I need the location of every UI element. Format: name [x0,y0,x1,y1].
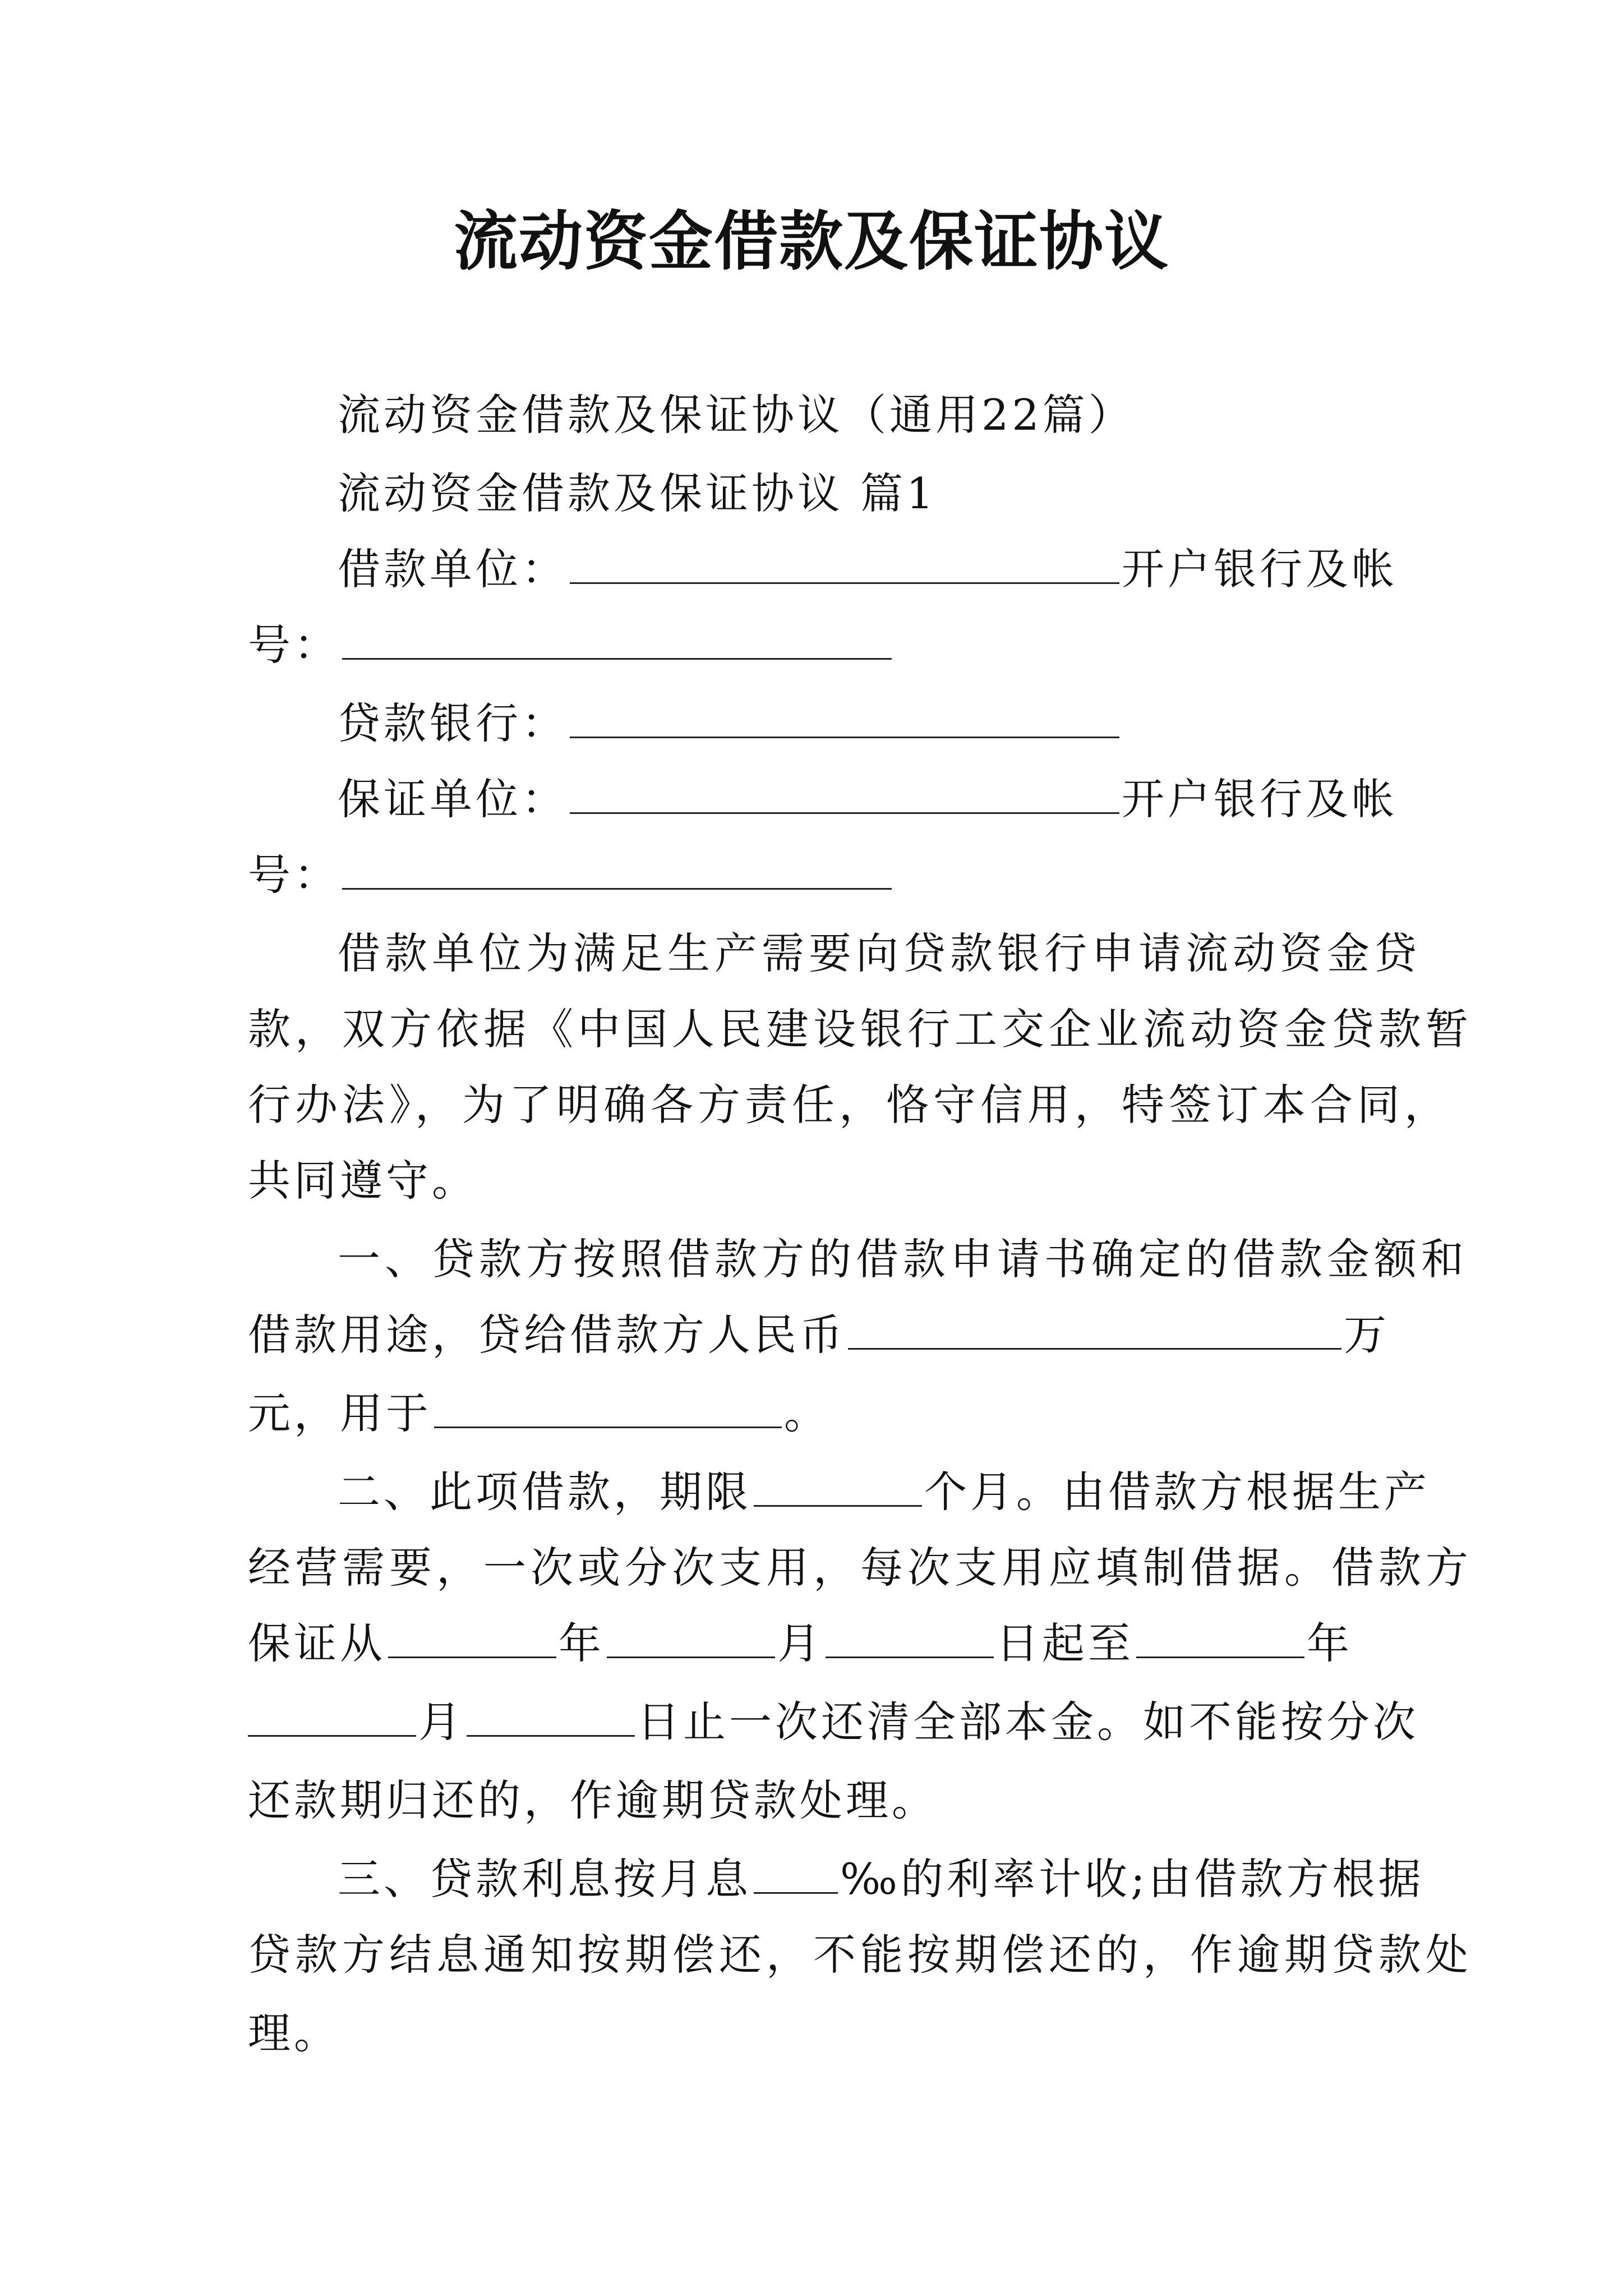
para2-line2-unit: 万 [1344,1310,1390,1360]
para4-line1-rest: ‰的利率计收;由借款方根据 [840,1854,1424,1904]
start-month-blank [607,1617,775,1658]
account-line [248,617,894,673]
para3-line4-rest: 日止一次还清全部本金。如不能按分次 [637,1697,1419,1747]
lender-blank [570,697,1119,738]
para2-line2 [248,1307,1390,1363]
account-label-tail: 开户银行及帐 [1122,544,1398,594]
term-blank [754,1466,922,1507]
borrower-blank [570,543,1119,584]
para1-line4: 共同遵守。 [248,1156,478,1205]
guarantor-account-tail: 开户银行及帐 [1122,774,1398,824]
para4-line2: 贷款方结息通知按期偿还，不能按期偿还的，作逾期贷款处 [248,1930,1473,1980]
guarantor-line [338,771,1398,827]
guarantor-account-blank [342,849,892,890]
para2-line3 [248,1386,830,1442]
guarantor-blank [570,773,1119,814]
para3-line1-text: 二、此项借款，期限 [338,1467,751,1517]
para3-line1-rest: 个月。由借款方根据生产 [924,1467,1430,1517]
year-label: 年 [559,1618,605,1668]
purpose-blank [434,1387,782,1428]
para1-line3: 行办法》，为了明确各方责任，恪守信用，特签订本合同， [248,1080,1451,1130]
para3-line4 [248,1694,1419,1750]
para4-line3: 理。 [248,2008,340,2058]
account-label-head: 号： [248,620,340,670]
amount-blank [848,1309,1341,1350]
rate-blank [754,1853,838,1894]
para2-line2-text: 借款用途，贷给借款方人民币 [248,1310,846,1360]
para3-line2: 经营需要，一次或分次支用，每次支用应填制借据。借款方 [248,1543,1473,1593]
lender-label: 贷款银行： [338,698,568,748]
para4-line1-text: 三、贷款利息按月息 [338,1854,751,1904]
guarantor-account-line [248,847,894,903]
end-year-blank [1136,1617,1304,1658]
end-year-label: 年 [1307,1618,1353,1668]
document-title: 流动资金借款及保证协议 [453,204,1169,279]
start-day-blank [826,1617,994,1658]
day-label: 日起至 [996,1618,1134,1668]
start-year-blank [388,1617,556,1658]
section-heading: 流动资金借款及保证协议 篇1 [338,468,937,518]
para3-line5: 还款期归还的，作逾期贷款处理。 [248,1775,938,1825]
borrower-label: 借款单位： [338,544,568,594]
end-month-label: 月 [418,1697,464,1747]
para2-line1: 一、贷款方按照借款方的借款申请书确定的借款金额和 [338,1234,1468,1284]
month-label: 月 [777,1618,823,1668]
borrower-line [338,541,1398,597]
lender-line [338,696,1122,752]
guarantor-label: 保证单位： [338,774,568,824]
guarantor-account-head: 号： [248,850,340,900]
document-subtitle: 流动资金借款及保证协议（通用22篇） [338,390,1135,440]
account-blank [342,619,892,660]
para2-line3-text: 元，用于 [248,1388,432,1438]
para4-line1 [338,1851,1424,1907]
end-day-blank [467,1696,635,1737]
para3-line3 [248,1616,1353,1672]
para1-line1: 借款单位为满足生产需要向贷款银行申请流动资金贷 [338,928,1421,978]
para3-line3-text: 保证从 [248,1618,386,1668]
para1-line2: 款，双方依据《中国人民建设银行工交企业流动资金贷款暂 [248,1004,1473,1054]
end-month-blank [248,1696,416,1737]
para3-line1 [338,1464,1430,1520]
para2-line3-end: 。 [784,1388,830,1438]
